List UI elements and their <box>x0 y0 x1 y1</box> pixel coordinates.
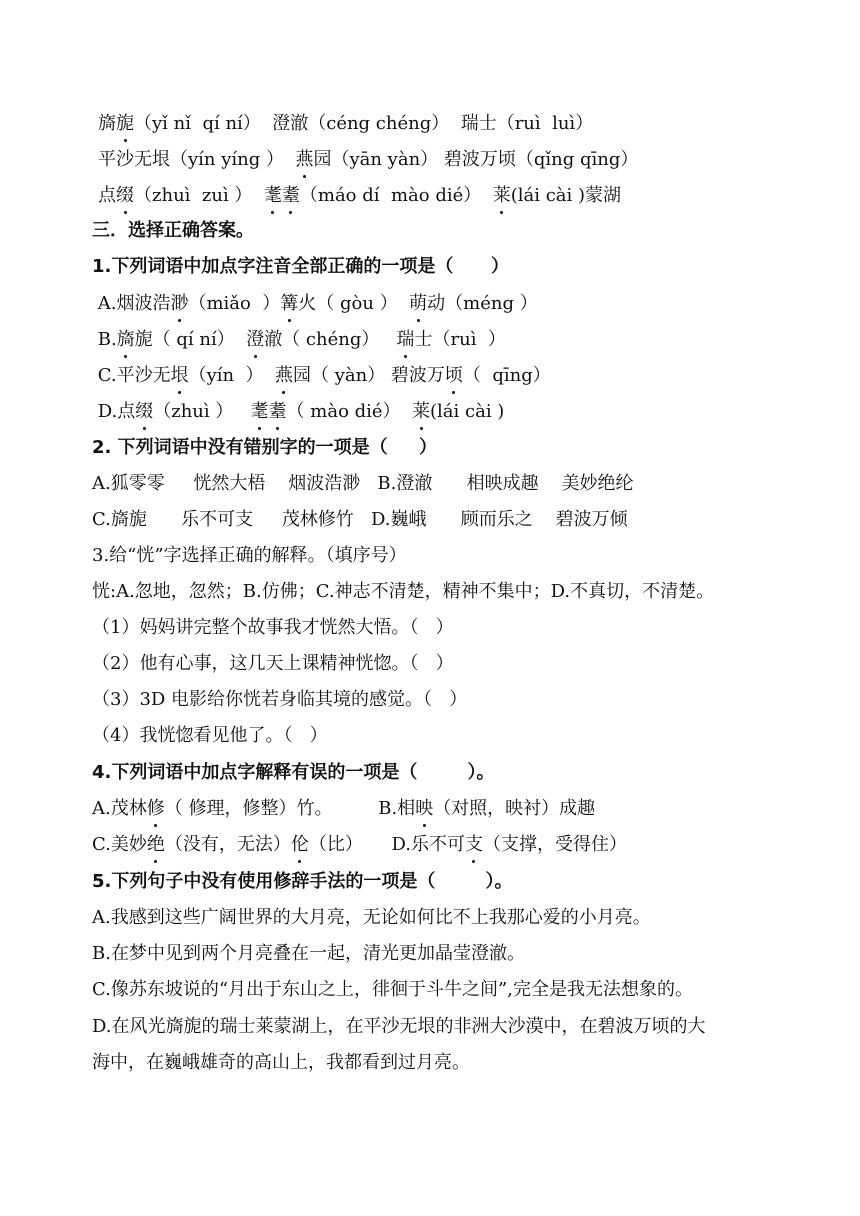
text-fragment: C.美妙 <box>92 834 147 855</box>
text-fragment: 旎（ qí ní） <box>134 329 247 350</box>
q5-b <box>92 942 525 966</box>
q5-d1 <box>92 1015 706 1039</box>
text-fragment: (lái cài ) <box>430 401 505 422</box>
text-fragment: 火（ gòu ） <box>298 293 410 314</box>
q1-b <box>92 328 506 352</box>
text-fragment: B. <box>92 329 117 350</box>
pinyin-row-2 <box>98 148 638 172</box>
q1-c <box>92 364 551 388</box>
text-fragment: （3）3D 电影给你恍若身临其境的感觉。（ ） <box>92 689 468 710</box>
text-fragment: 海中，在巍峨雄奇的高山上，我都看到过月亮。 <box>92 1052 470 1073</box>
pinyin-row-1 <box>98 112 593 136</box>
dotted-character: 旎 <box>116 113 134 134</box>
q3-stem <box>92 544 407 568</box>
text-fragment: 5.下列句子中没有使用修辞手法的一项是（ ）。 <box>92 871 513 892</box>
q3-defs <box>92 580 714 604</box>
dotted-character: 耄 <box>263 185 282 206</box>
text-fragment: 澈（ chéng） <box>264 329 397 350</box>
pinyin-row-3 <box>98 184 621 208</box>
text-fragment: 2. 下列词语中没有错别字的一项是（ ） <box>92 437 437 458</box>
text-fragment: （céng chéng） 瑞士（ruì luì） <box>308 113 594 134</box>
q3-3 <box>92 688 467 712</box>
text-fragment: （ mào dié） <box>286 401 413 422</box>
q3-4 <box>92 724 328 748</box>
text-fragment: （2）他有心事，这几天上课精神恍惚。（ ） <box>92 653 454 674</box>
section-3-title <box>92 219 254 243</box>
text-fragment: （ qīng） <box>462 365 551 386</box>
dotted-character: 缀 <box>116 185 134 206</box>
text-fragment: 点 <box>98 185 116 206</box>
text-fragment: （比） D.乐不可 <box>308 834 465 855</box>
q2-stem <box>92 436 437 460</box>
dotted-character: 伦 <box>290 834 309 855</box>
text-fragment: 动（méng ） <box>427 293 538 314</box>
q1-d <box>92 400 504 424</box>
q1-a <box>92 292 538 316</box>
dotted-character: 燕 <box>295 149 314 170</box>
q2-row-1 <box>92 472 634 496</box>
text-fragment: C.平沙无 <box>92 365 171 386</box>
text-fragment: 平沙无垠（yín yíng ） <box>98 149 296 170</box>
text-fragment: A.狐零零 恍然大梧 烟波浩渺 B.澄澈 相映成趣 美妙绝纶 <box>92 473 634 494</box>
text-fragment: A.我感到这些广阔世界的大月亮，无论如何比不上我那心爱的小月亮。 <box>92 907 651 928</box>
text-fragment: 园（ yàn） 碧波万 <box>292 365 445 386</box>
q3-1 <box>92 616 454 640</box>
dotted-character: 旖 <box>116 329 135 350</box>
text-fragment: （zhuì zuì ） <box>134 185 264 206</box>
q3-2 <box>92 652 454 676</box>
text-fragment: （ 修理，修整）竹。 B.相 <box>164 798 416 819</box>
text-fragment: A.烟波浩 <box>92 293 171 314</box>
dotted-character: 篝 <box>280 293 299 314</box>
text-fragment: 恍:A.忽地，忽然；B.仿佛；C.神志不清楚，精神不集中；D.不真切，不清楚。 <box>92 581 715 602</box>
dotted-character: 绝 <box>146 834 165 855</box>
q4-row-1 <box>92 797 595 821</box>
text-fragment: 3.给“恍”字选择正确的解释。（填序号） <box>92 545 407 566</box>
text-fragment: （máo dí mào dié） <box>299 185 493 206</box>
dotted-character: 顷 <box>444 365 463 386</box>
dotted-character: 耋 <box>268 401 287 422</box>
text-fragment: 1.下列词语中加点字注音全部正确的一项是（ ） <box>92 256 509 277</box>
dotted-character: 支 <box>464 834 483 855</box>
dotted-character: 修 <box>146 798 165 819</box>
dotted-character: 萌 <box>409 293 428 314</box>
text-fragment: （没有，无法） <box>164 834 291 855</box>
dotted-character: 澄 <box>246 329 265 350</box>
text-fragment: A.茂林 <box>92 798 147 819</box>
dotted-character: 瑞 <box>396 329 415 350</box>
q2-row-2 <box>92 508 628 532</box>
q5-c <box>92 978 693 1002</box>
dotted-character: 渺 <box>170 293 189 314</box>
text-fragment: D.点 <box>92 401 136 422</box>
q1-stem <box>92 255 509 279</box>
text-fragment: （4）我恍惚看见他了。（ ） <box>92 725 328 746</box>
text-fragment: （对照，映衬）成趣 <box>433 798 596 819</box>
text-fragment: C.像苏东坡说的“月出于东山之上，徘徊于斗牛之间”,完全是我无法想象的。 <box>92 979 693 1000</box>
text-fragment: (lái cài )蒙湖 <box>510 185 622 206</box>
dotted-character: 耄 <box>250 401 269 422</box>
text-fragment: 旖 <box>98 113 116 134</box>
dotted-character: 垠 <box>170 365 189 386</box>
dotted-character: 莱 <box>412 401 431 422</box>
dotted-character: 映 <box>415 798 434 819</box>
q5-a <box>92 906 651 930</box>
q4-stem <box>92 761 495 785</box>
text-fragment: （yín ） <box>188 365 275 386</box>
q4-row-2 <box>92 833 627 857</box>
q5-d2 <box>92 1051 470 1075</box>
text-fragment: （yǐ nǐ qí ní） 澄 <box>134 113 291 134</box>
q5-stem <box>92 870 513 894</box>
text-fragment: 园（yān yàn） 碧波万顷（qǐng qīng） <box>313 149 639 170</box>
text-fragment: （支撑，受得住） <box>482 834 627 855</box>
text-fragment: B.在梦中见到两个月亮叠在一起，清光更加晶莹澄澈。 <box>92 943 525 964</box>
text-fragment: 三．选择正确答案。 <box>92 220 254 241</box>
text-fragment: D.在风光旖旎的瑞士莱蒙湖上，在平沙无垠的非洲大沙漠中，在碧波万顷的大 <box>92 1016 706 1037</box>
text-fragment: 士（ruì ） <box>414 329 506 350</box>
text-fragment: （zhuì ） <box>153 401 251 422</box>
dotted-character: 耋 <box>281 185 300 206</box>
dotted-character: 莱 <box>492 185 511 206</box>
text-fragment: （1）妈妈讲完整个故事我才恍然大悟。（ ） <box>92 617 454 638</box>
dotted-character: 燕 <box>274 365 293 386</box>
text-fragment: （miǎo ） <box>188 293 281 314</box>
text-fragment: 4.下列词语中加点字解释有误的一项是（ ）。 <box>92 762 495 783</box>
text-fragment: C.旖旎 乐不可支 茂林修竹 D.巍峨 顾而乐之 碧波万倾 <box>92 509 628 530</box>
text-fragment: 澈 <box>290 113 309 134</box>
dotted-character: 缀 <box>135 401 154 422</box>
